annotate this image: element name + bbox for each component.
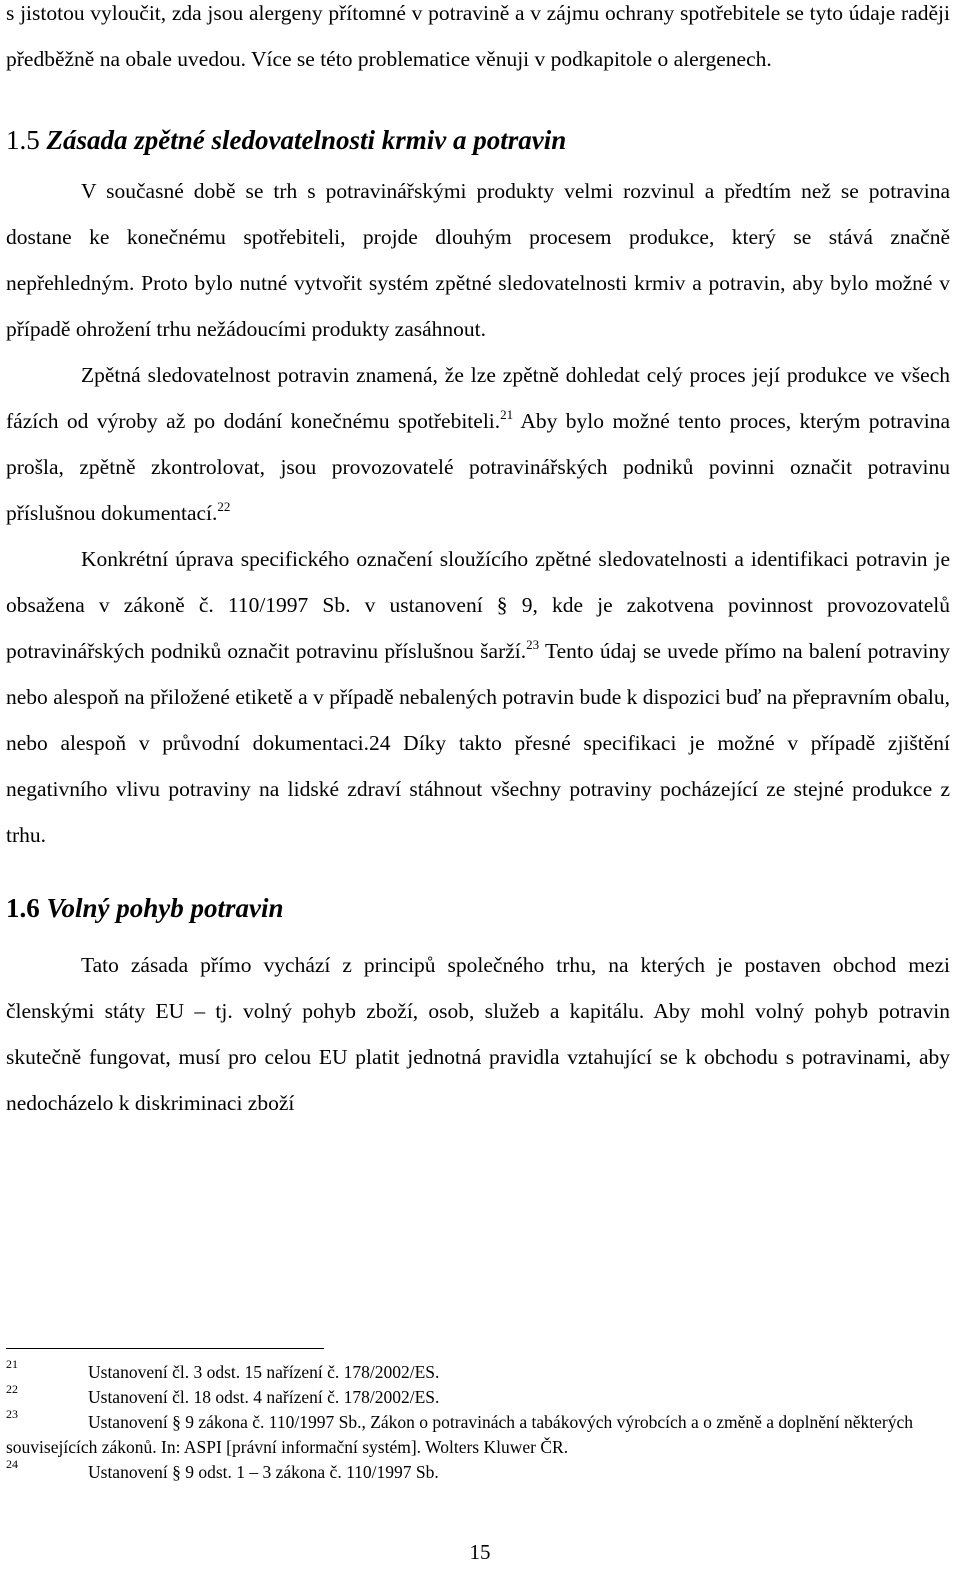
paragraph-text: Zpětná sledovatelnost potravin znamená, že lze zpětně dohledat celý proces její produkce ve všech fázích od výroby až po dodání konečnému spotřebiteli.: [6, 363, 950, 433]
footnote-ref[interactable]: 22: [217, 499, 231, 514]
paragraph: Tato zásada přímo vychází z principů společného trhu, na kterých je postaven obchod mezi členskými státy EU – tj. volný pohyb zboží, osob, služeb a kapitálu. Aby mohl volný pohyb potravin skutečně fungovat, musí pro celou EU platit jednotná pravidla vztahující se k obchodu s potravinami, aby nedocházelo k diskriminaci zboží: [6, 953, 950, 1115]
footnote-text: Ustanovení čl. 3 odst. 15 nařízení č. 178/2002/ES.: [88, 1362, 440, 1382]
paragraph-text: Konkrétní úprava specifického označení sloužícího zpětné sledovatelnosti a identifikaci potravin je obsažena v zákoně č. 110/1997 Sb. v ustanovení § 9, kde je zakotvena povinnost provozovatelů potravinářských podniků označit potravinu příslušnou šarží.: [6, 547, 950, 663]
paragraph-text: Tento údaj se uvede přímo na balení potraviny nebo alespoň na přiložené etiketě a v případě nebalených potravin bude k dispozici buď na přepravním obalu, nebo alespoň v průvodní dokumentaci.24 Díky takto přesné specifikaci je možné v případě zjištění negativního vlivu potraviny na lidské zdraví stáhnout všechny potraviny pocházející ze stejné produkce z trhu.: [6, 639, 950, 847]
section-heading-1-6: [6, 888, 950, 928]
paragraph-text: Aby bylo možné tento proces, kterým potravina prošla, zpětně zkontrolovat, jsou provozovatelé potravinářských podniků povinni označit potravinu příslušnou dokumentací.: [6, 409, 950, 525]
footnote: [6, 1382, 950, 1410]
section-number: 1.6: [6, 893, 40, 923]
footnote-text: Ustanovení § 9 zákona č. 110/1997 Sb., Zákon o potravinách a tabákových výrobcích a o změně a doplnění některých souvisejících zákonů. In: ASPI [právní informační systém]. Wolters Kluwer ČR.: [6, 1412, 913, 1457]
footnote: [6, 1357, 950, 1385]
footnote: [6, 1407, 950, 1460]
footnote-mark: 24: [6, 1457, 18, 1471]
footnote-ref[interactable]: 23: [526, 637, 540, 652]
section-number: 1.5: [6, 125, 40, 155]
page-number: 15: [469, 1540, 491, 1564]
footnotes: [6, 1357, 950, 1485]
footnote: [6, 1457, 950, 1485]
section-heading-1-5: [6, 120, 950, 160]
footnote-mark: 23: [6, 1407, 18, 1421]
paragraph: [6, 536, 950, 858]
footnote-ref[interactable]: 21: [500, 407, 514, 422]
footnote-text: Ustanovení § 9 odst. 1 – 3 zákona č. 110/1997 Sb.: [88, 1462, 439, 1482]
paragraph: [6, 352, 950, 536]
paragraph: V současné době se trh s potravinářskými produkty velmi rozvinul a předtím než se potravina dostane ke konečnému spotřebiteli, projde dlouhým procesem produkce, který se stává značně nepřehledným. Proto bylo nutné vytvořit systém zpětné sledovatelnosti krmiv a potravin, aby bylo možné v případě ohrožení trhu nežádoucími produkty zasáhnout.: [6, 179, 950, 341]
footnote-text: Ustanovení čl. 18 odst. 4 nařízení č. 178/2002/ES.: [88, 1387, 440, 1407]
footnote-mark: 21: [6, 1357, 18, 1371]
footnote-mark: 22: [6, 1382, 18, 1396]
section-title: Zásada zpětné sledovatelnosti krmiv a potravin: [46, 125, 567, 155]
page-body: [6, 0, 950, 1126]
section-title: Volný pohyb potravin: [46, 893, 284, 923]
footnote-separator: [6, 1348, 324, 1349]
intro-paragraph: s jistotou vyloučit, zda jsou alergeny přítomné v potravině a v zájmu ochrany spotřebitele se tyto údaje raději předběžně na obale uvedou. Více se této problematice věnuji v podkapitole o alergenech.: [6, 1, 950, 71]
